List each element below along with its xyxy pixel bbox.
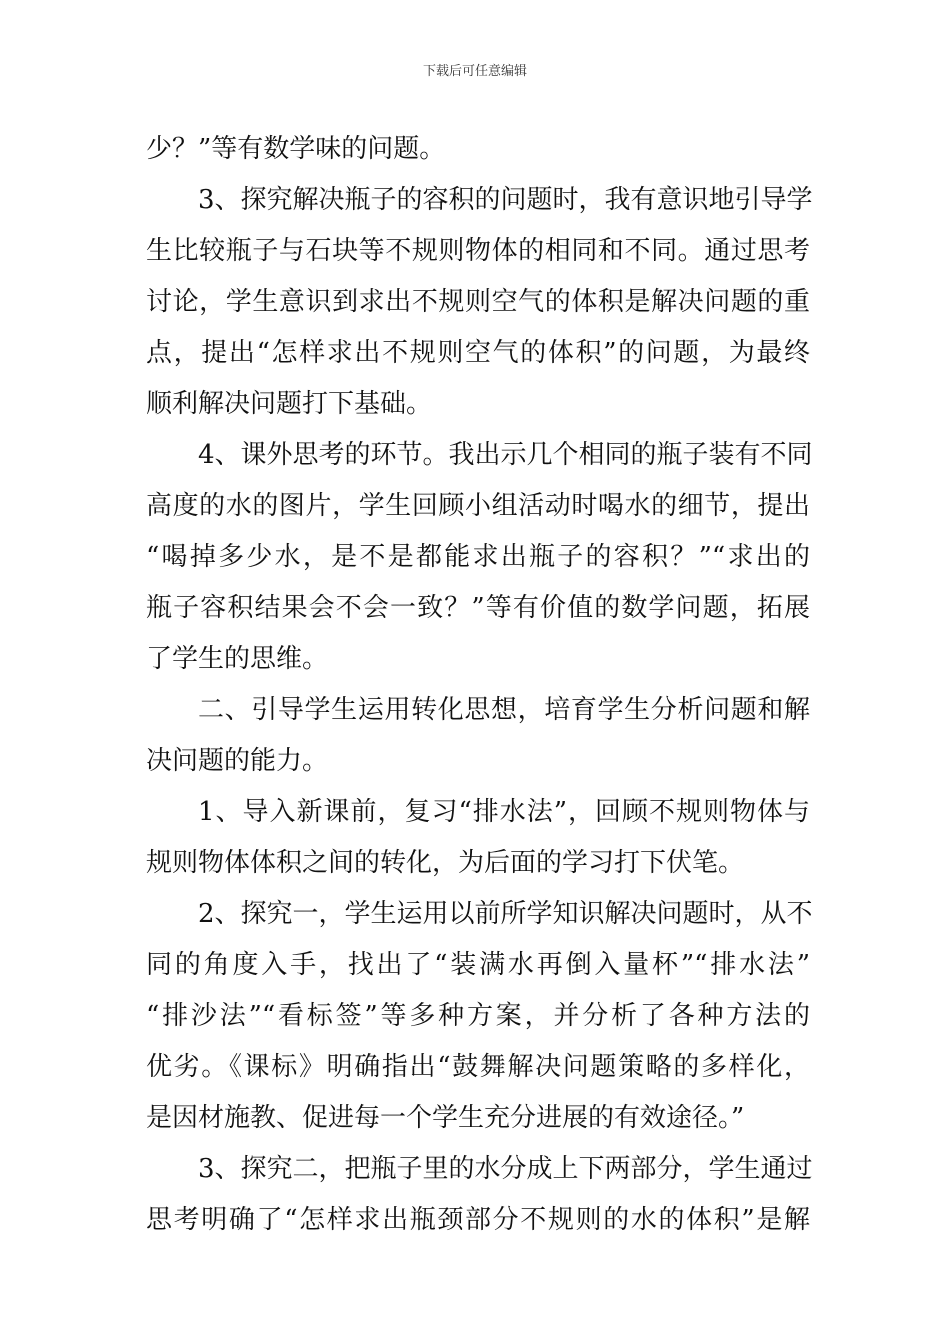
paragraph-line: 少？”等有数学味的问题。	[146, 134, 446, 164]
paragraph-line: 点，提出“怎样求出不规则空气的体积”的问题，为最终	[146, 338, 810, 368]
paragraph-line: 3、探究二，把瓶子里的水分成上下两部分，学生通过	[198, 1154, 813, 1184]
paragraph-line: 2、探究一，学生运用以前所学知识解决问题时，从不	[198, 899, 813, 929]
paragraph-line: 瓶子容积结果会不会一致？”等有价值的数学问题，拓展	[146, 593, 810, 623]
paragraph-line: 1、导入新课前，复习“排水法”，回顾不规则物体与	[198, 797, 810, 827]
paragraph-line: 规则物体体积之间的转化，为后面的学习打下伏笔。	[146, 848, 745, 878]
paragraph-line: 生比较瓶子与石块等不规则物体的相同和不同。通过思考	[146, 236, 810, 266]
paragraph-line: 顺利解决问题打下基础。	[146, 389, 433, 419]
paragraph-line: 3、探究解决瓶子的容积的问题时，我有意识地引导学	[198, 185, 813, 215]
section-heading-line: 二、引导学生运用转化思想，培育学生分析问题和解	[198, 695, 810, 725]
page-header: 下载后可任意编辑	[422, 64, 527, 79]
paragraph-line: 了学生的思维。	[146, 644, 329, 674]
paragraph-line: 高度的水的图片，学生回顾小组活动时喝水的细节，提出	[146, 491, 810, 521]
paragraph-line: 讨论，学生意识到求出不规则空气的体积是解决问题的重	[146, 287, 810, 317]
paragraph-line: 是因材施教、促进每一个学生充分进展的有效途径。”	[146, 1103, 745, 1133]
paragraph-line: 思考明确了“怎样求出瓶颈部分不规则的水的体积”是解	[146, 1205, 810, 1235]
document-body	[146, 124, 813, 1246]
paragraph-line: 同的角度入手，找出了“装满水再倒入量杯”“排水法”	[146, 950, 810, 980]
paragraph-line: “喝掉多少水，是不是都能求出瓶子的容积？”“求出的	[146, 542, 810, 572]
paragraph-line: “排沙法”“看标签”等多种方案，并分析了各种方法的	[146, 1001, 810, 1031]
paragraph-line: 4、课外思考的环节。我出示几个相同的瓶子装有不同	[198, 440, 813, 470]
paragraph-line: 优劣。《课标》明确指出“鼓舞解决问题策略的多样化，	[146, 1052, 810, 1082]
section-heading-line: 决问题的能力。	[146, 746, 329, 776]
